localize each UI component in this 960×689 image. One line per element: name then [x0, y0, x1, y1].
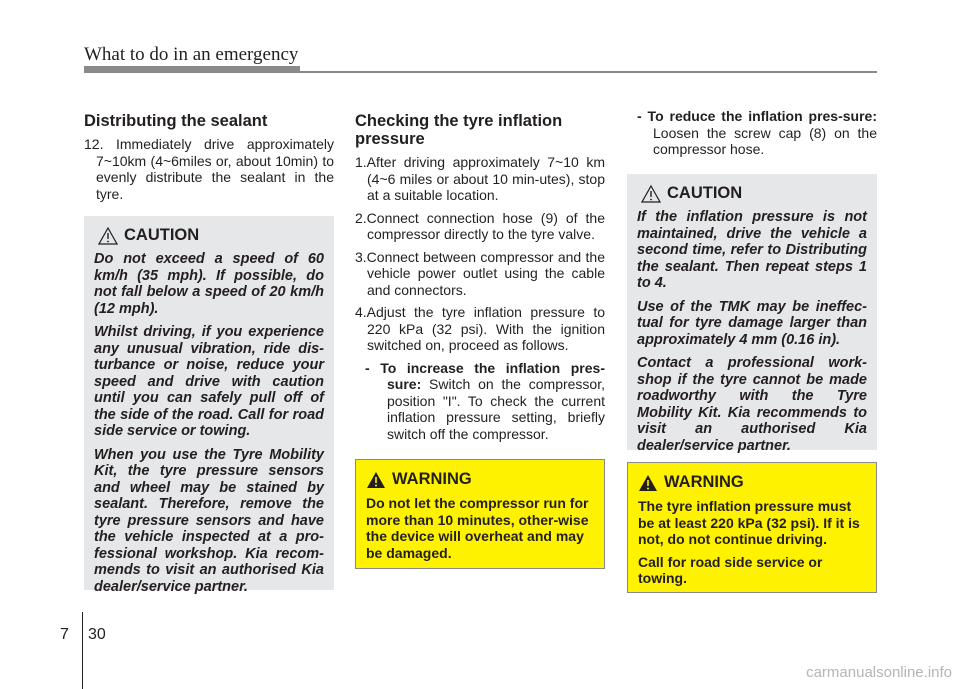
warning-box-2 [627, 462, 877, 593]
caution-2-paragraph-3: Contact a professional work-shop if the tyre cannot be made roadworthy with the Tyre Mobility Kit. Kia recommends to visit an authorised Kia dealer/service partner. [637, 355, 867, 454]
step-2: 2.Connect connection hose (9) of the compressor directly to the tyre valve. [355, 209, 605, 242]
caution-1-paragraph-3: When you use the Tyre Mobility Kit, the tyre pressure sensors and wheel may be stained by sealant. Therefore, remove the tyre pressure sensors and have the vehicle inspected at a pro-fessional workshop. Kia recom-mends to visit an authorised Kia dealer/service partner. [94, 446, 324, 595]
caution-box-2 [627, 174, 877, 454]
caution-1-paragraph-1: Do not exceed a speed of 60 km/h (35 mph). If possible, do not fall below a speed of 20 km/h (12 mph). [94, 251, 324, 317]
sub-step-increase-label: - To increase the inflation pres-sure: [365, 359, 605, 392]
step-4: 4.Adjust the tyre inflation pressure to 220 kPa (32 psi). With the ignition switched on, proceed as follows. [355, 304, 605, 353]
warning-title-1 [366, 470, 594, 489]
caution-triangle-icon [98, 227, 118, 245]
caution-box-1 [84, 216, 334, 595]
caution-title-2 [641, 184, 867, 203]
warning-triangle-icon [366, 471, 386, 489]
caution-title-text-1: CAUTION [124, 226, 200, 244]
warning-title-2 [638, 473, 866, 492]
watermark: carmanualsonline.info [806, 664, 952, 681]
caution-2-paragraph-2: Use of the TMK may be ineffec-tual for tyre damage larger than approximately 4 mm (0.16 in). [637, 298, 867, 348]
step-12: 12. Immediately drive approximately 7~10km (4~6miles or, about 10min) to evenly distribute the sealant in the tyre. [84, 136, 334, 202]
caution-title-1 [98, 226, 324, 245]
column-3 [627, 108, 877, 162]
page-divider [82, 612, 83, 689]
header-title: What to do in an emergency [84, 44, 299, 65]
warning-title-text-1: WARNING [392, 470, 472, 488]
caution-triangle-icon [641, 185, 661, 203]
sub-step-reduce-text: Loosen the screw cap (8) on the compressor hose. [653, 124, 877, 157]
caution-1-paragraph-2: Whilst driving, if you experience any unusual vibration, ride dis-turbance or noise, reduce your speed and drive with caution until you can safely pull off of the side of the road. Call for road side service or towing. [94, 324, 324, 439]
sub-step-reduce [627, 108, 877, 158]
column-1 [84, 108, 334, 208]
column-2 [355, 108, 605, 446]
warning-1-text: Do not let the compressor run for more than 10 minutes, other-wise the device will overheat and may be damaged. [366, 495, 589, 561]
header-rule-thin [84, 71, 877, 73]
warning-triangle-icon [638, 474, 658, 492]
warning-title-text-2: WARNING [664, 473, 744, 491]
chapter-number: 7 [60, 626, 69, 643]
warning-box-1 [355, 459, 605, 569]
sub-step-increase-text: Switch on the compressor, position "I". To check the current inflation pressure setting, briefly switch off the compressor. [387, 376, 605, 442]
step-3: 3.Connect between compressor and the vehicle power outlet using the cable and connectors. [355, 248, 605, 298]
caution-2-paragraph-1: If the inflation pressure is not maintained, drive the vehicle a second time, refer to Distributing the sealant. Then repeat steps 1 to 4. [637, 209, 867, 291]
step-1: 1.After driving approximately 7~10 km (4~6 miles or about 10 min-utes), stop at a suitable location. [355, 154, 605, 203]
caution-title-text-2: CAUTION [667, 184, 743, 202]
warning-2-paragraph-2: Call for road side service or towing. [638, 553, 823, 586]
sub-step-reduce-label: - To reduce the inflation pres-sure: [637, 108, 877, 124]
sub-step-increase [355, 360, 605, 443]
warning-2-paragraph-1: The tyre inflation pressure must be at least 220 kPa (32 psi). If it is not, do not continue driving. [638, 498, 860, 547]
page-number: 30 [88, 626, 106, 643]
section-heading-distributing: Distributing the sealant [84, 112, 268, 130]
section-heading-checking: Checking the tyre inflation pressure [355, 112, 563, 148]
